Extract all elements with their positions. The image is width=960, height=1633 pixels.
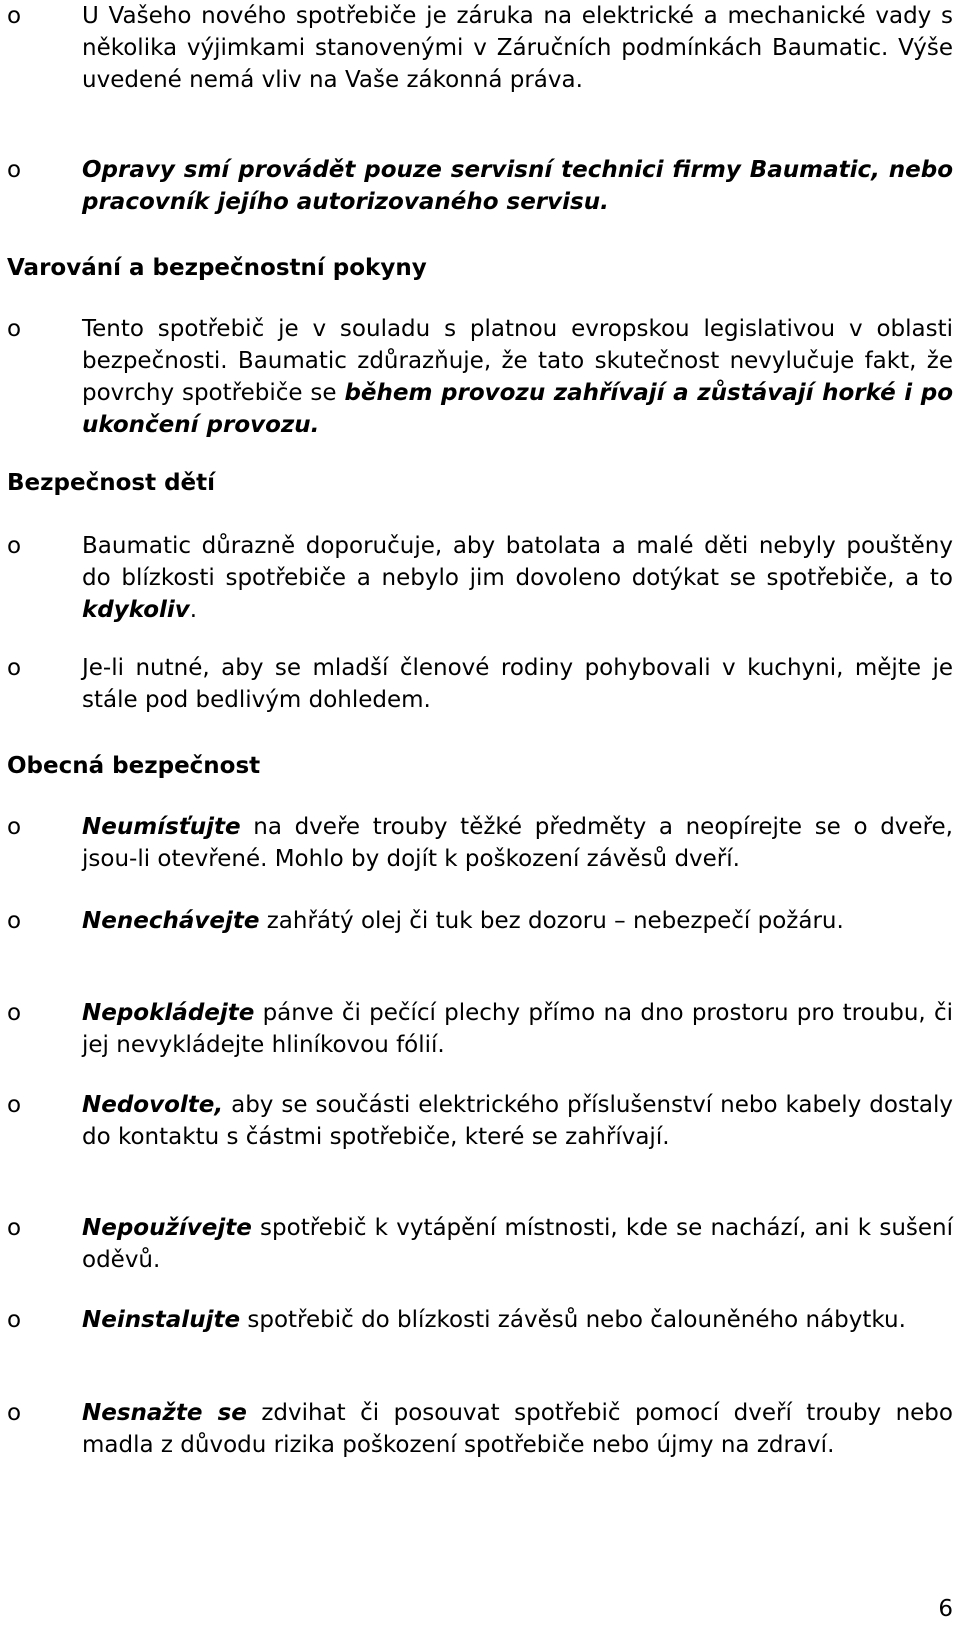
list-item-children-2 (7, 652, 953, 716)
lift-text-plain: zdvihat či posouvat spotřebič pomocí dveří trouby nebo madla z důvodu rizika poškození spotřebiče nebo újmy na zdraví. (82, 1400, 953, 1458)
lift-text-emphasis: Nesnažte se (82, 1400, 247, 1426)
list-item-oil (7, 905, 953, 937)
heating-text-plain: spotřebič k vytápění místnosti, kde se nachází, ani k sušení oděvů. (82, 1215, 953, 1273)
bullet-marker: o (7, 655, 22, 681)
install-text (82, 1304, 953, 1336)
list-item-warranty (7, 0, 953, 96)
door-text (82, 811, 953, 875)
heading-general-safety: Obecná bezpečnost (7, 753, 261, 779)
install-text-emphasis: Neinstalujte (82, 1307, 241, 1333)
lift-text (82, 1397, 953, 1461)
bullet-marker: o (7, 1400, 22, 1426)
oil-text-plain: zahřátý olej či tuk bez dozoru – nebezpečí požáru. (259, 908, 844, 934)
list-item-children-1 (7, 530, 953, 626)
page-number: 6 (938, 1596, 953, 1622)
oil-text (82, 905, 953, 937)
bullet-marker: o (7, 316, 22, 342)
list-item-pans (7, 997, 953, 1061)
list-item-repairs (7, 154, 953, 218)
bullet-marker: o (7, 1215, 22, 1241)
list-item-legislation (7, 313, 953, 441)
legislation-text (82, 313, 953, 441)
children-1-text (82, 530, 953, 626)
bullet-marker: o (7, 814, 22, 840)
cables-text (82, 1089, 953, 1153)
door-text-emphasis: Neumísťujte (82, 814, 241, 840)
list-item-cables (7, 1089, 953, 1153)
heading-warnings: Varování a bezpečnostní pokyny (7, 255, 427, 281)
bullet-marker: o (7, 1092, 22, 1118)
heating-text-emphasis: Nepoužívejte (82, 1215, 252, 1241)
children-1-text-plain: Baumatic důrazně doporučuje, aby batolata a malé děti nebyly pouštěny do blízkosti spotřebiče a nebylo jim dovoleno dotýkat se spotřebiče, a to (82, 533, 953, 591)
children-1-text-end: . (189, 597, 198, 623)
install-text-plain: spotřebič do blízkosti závěsů nebo čalouněného nábytku. (240, 1307, 906, 1333)
pans-text-emphasis: Nepokládejte (82, 1000, 255, 1026)
heading-child-safety: Bezpečnost dětí (7, 470, 216, 496)
bullet-marker: o (7, 1307, 22, 1333)
legislation-text-plain: Tento spotřebič je v souladu s platnou evropskou legislativou v oblasti bezpečnosti. Baumatic zdůrazňuje, že tato skutečnost nevylučuje fakt, že povrchy spotřebiče se (82, 316, 953, 406)
cables-text-emphasis: Nedovolte, (82, 1092, 224, 1118)
children-1-text-emphasis: kdykoliv (82, 597, 190, 623)
warranty-text: U Vašeho nového spotřebiče je záruka na elektrické a mechanické vady s několika výjimkami stanovenými v Záručních podmínkách Baumatic. Výše uvedené nemá vliv na Vaše zákonná práva. (82, 3, 953, 93)
bullet-marker: o (7, 157, 22, 183)
bullet-marker: o (7, 3, 22, 29)
heating-text (82, 1212, 953, 1276)
repairs-text: Opravy smí provádět pouze servisní technici firmy Baumatic, nebo pracovník jejího autorizovaného servisu. (82, 157, 953, 215)
list-item-door (7, 811, 953, 875)
bullet-marker: o (7, 533, 22, 559)
bullet-marker: o (7, 1000, 22, 1026)
list-item-install (7, 1304, 953, 1336)
children-2-text: Je-li nutné, aby se mladší členové rodiny pohybovali v kuchyni, mějte je stále pod bedlivým dohledem. (82, 655, 953, 713)
door-text-plain: na dveře trouby těžké předměty a neopírejte se o dveře, jsou-li otevřené. Mohlo by dojít k poškození závěsů dveří. (82, 814, 953, 872)
pans-text-plain: pánve či pečící plechy přímo na dno prostoru pro troubu, či jej nevykládejte hliníkovou fólií. (82, 1000, 953, 1058)
cables-text-plain: aby se součásti elektrického příslušenství nebo kabely dostaly do kontaktu s částmi spotřebiče, které se zahřívají. (82, 1092, 953, 1150)
legislation-text-emphasis: během provozu zahřívají a zůstávají horké i po ukončení provozu. (82, 380, 953, 438)
list-item-heating (7, 1212, 953, 1276)
list-item-lift (7, 1397, 953, 1461)
pans-text (82, 997, 953, 1061)
bullet-marker: o (7, 908, 22, 934)
oil-text-emphasis: Nenechávejte (82, 908, 260, 934)
